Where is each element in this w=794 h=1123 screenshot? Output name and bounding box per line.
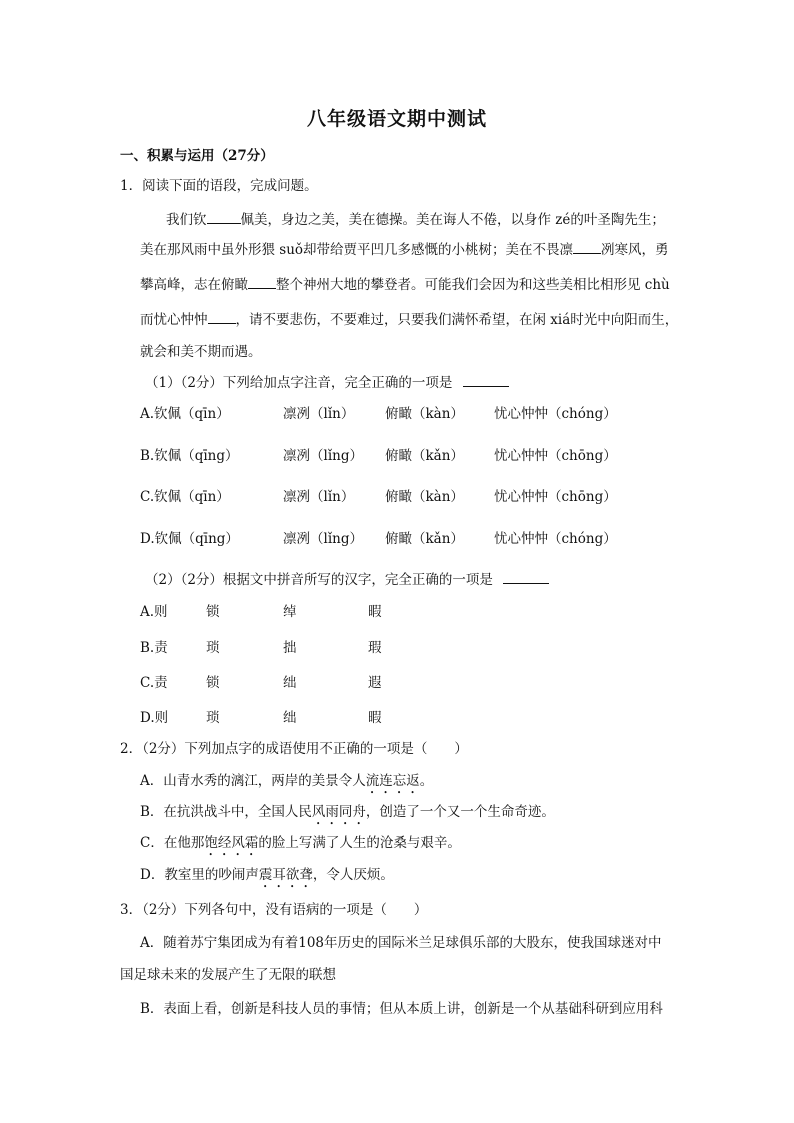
option-text: A．山青水秀的漓江，两岸的美景令人: [140, 773, 366, 789]
option-item: 拙: [283, 640, 297, 656]
passage-text: 而忧心忡忡: [140, 312, 208, 328]
option-item: 忧心忡忡（chōng）: [494, 489, 617, 505]
passage-text: 冽寒风，勇: [601, 242, 669, 258]
option-item: 暇: [368, 710, 382, 726]
q2-option-a: [140, 772, 433, 797]
option-label: D.钦佩（qīng）: [140, 531, 239, 547]
option-item: 凛冽（lǐn）: [283, 406, 355, 422]
option-text: C．在他那: [140, 835, 205, 851]
option-item: 绰: [283, 604, 297, 620]
passage-text: 我们钦: [166, 212, 207, 228]
dotted-idiom: 流连忘返: [365, 773, 420, 789]
subquestion-2-stem: [145, 570, 549, 589]
dotted-idiom: 饱经风霜: [204, 835, 259, 851]
option-item: 琐: [206, 640, 220, 656]
passage-text: 整个神州大地的攀登者。可能我们会因为和这些美相比相形见 chù: [276, 277, 670, 293]
answer-blank: [503, 570, 549, 584]
option-item: 锁: [206, 604, 220, 620]
subquestion-text: （1）（2分）下列给加点字注音，完全正确的一项是: [145, 375, 453, 391]
option-item: 遐: [368, 675, 382, 691]
option-item: 瑕: [368, 640, 382, 656]
option-item: 凛冽（lǐng）: [283, 531, 363, 547]
dotted-idiom: 震耳欲聋: [258, 867, 313, 883]
fill-blank: [248, 275, 276, 289]
dotted-idiom: 风雨同舟: [311, 804, 366, 820]
option-label: C.责: [140, 675, 168, 691]
option-text: ，创造了一个又一个生命奇迹。: [365, 804, 555, 820]
option-item: 忧心忡忡（chōng）: [494, 448, 617, 464]
option-text: B．在抗洪战斗中，全国人民: [140, 804, 312, 820]
option-text: 的脸上写满了人生的沧桑与艰辛。: [258, 835, 461, 851]
option-item: 暇: [368, 604, 382, 620]
fill-blank: [208, 310, 236, 324]
page-title: 八年级语文期中测试: [306, 108, 487, 130]
option-text: D．教室里的吵闹声: [140, 867, 259, 883]
option-item: 锁: [206, 675, 220, 691]
option-item: 忧心忡忡（chóng）: [494, 531, 617, 547]
option-item: 俯瞰（kàn）: [385, 406, 464, 422]
option-text: 。: [419, 773, 434, 789]
passage-line-3: [140, 275, 670, 294]
option-label: B.钦佩（qīng）: [140, 448, 239, 464]
passage-line-2: [140, 240, 669, 259]
question-3-stem: 3．（2分）下列各句中，没有语病的一项是（ ）: [120, 902, 428, 918]
passage-text: 攀高峰，志在俯瞰: [140, 277, 248, 293]
q3-option-a-line-2: 国足球未来的发展产生了无限的联想: [120, 967, 336, 983]
option-item: 凛冽（lǐn）: [283, 489, 355, 505]
option-item: 忧心忡忡（chóng）: [494, 406, 617, 422]
option-item: 俯瞰（kǎn）: [385, 448, 464, 464]
option-text: ，令人厌烦。: [312, 867, 394, 883]
passage-line-1: [166, 210, 665, 229]
option-item: 凛冽（lǐng）: [283, 448, 363, 464]
passage-text: ，请不要悲伤，不要难过，只要我们满怀希望，在闲 xiá时光中向阳而生，: [235, 312, 679, 328]
q2-option-d: [140, 866, 394, 891]
fill-blank: [207, 210, 241, 224]
question-2-stem: 2．（2分）下列加点字的成语使用不正确的一项是（ ）: [120, 741, 468, 757]
option-label: A.则: [140, 604, 168, 620]
option-item: 绌: [283, 710, 297, 726]
option-label: A.钦佩（qīn）: [140, 406, 230, 422]
q2-option-b: [140, 803, 555, 828]
option-label: C.钦佩（qīn）: [140, 489, 230, 505]
passage-text: 美在那风雨中虽外形猥 suǒ却带给贾平凹几多感慨的小桃树；美在不畏凛: [140, 242, 574, 258]
subquestion-text: （2）（2分）根据文中拼音所写的汉字，完全正确的一项是: [145, 572, 493, 588]
option-item: 俯瞰（kǎn）: [385, 531, 464, 547]
section-heading: 一、积累与运用（27分）: [120, 148, 274, 164]
option-item: 绌: [283, 675, 297, 691]
passage-text: 佩美，身边之美，美在德操。美在诲人不倦，以身作 zé的叶圣陶先生；: [240, 212, 665, 228]
passage-line-4: [140, 310, 678, 329]
fill-blank: [573, 240, 601, 254]
passage-line-5: 就会和美不期而遇。: [140, 344, 262, 360]
q3-option-b-line-1: B．表面上看，创新是科技人员的事情；但从本质上讲，创新是一个从基础科研到应用科: [140, 1001, 663, 1017]
subquestion-1-stem: [145, 373, 509, 392]
question-1-stem: 1．阅读下面的语段，完成问题。: [120, 178, 318, 194]
option-item: 俯瞰（kàn）: [385, 489, 464, 505]
option-item: 琐: [206, 710, 220, 726]
option-label: D.则: [140, 710, 169, 726]
q3-option-a-line-1: A．随着苏宁集团成为有着108年历史的国际米兰足球俱乐部的大股东，使我国球迷对中: [140, 935, 662, 951]
q2-option-c: [140, 834, 461, 859]
option-label: B.责: [140, 640, 168, 656]
answer-blank: [463, 373, 509, 387]
